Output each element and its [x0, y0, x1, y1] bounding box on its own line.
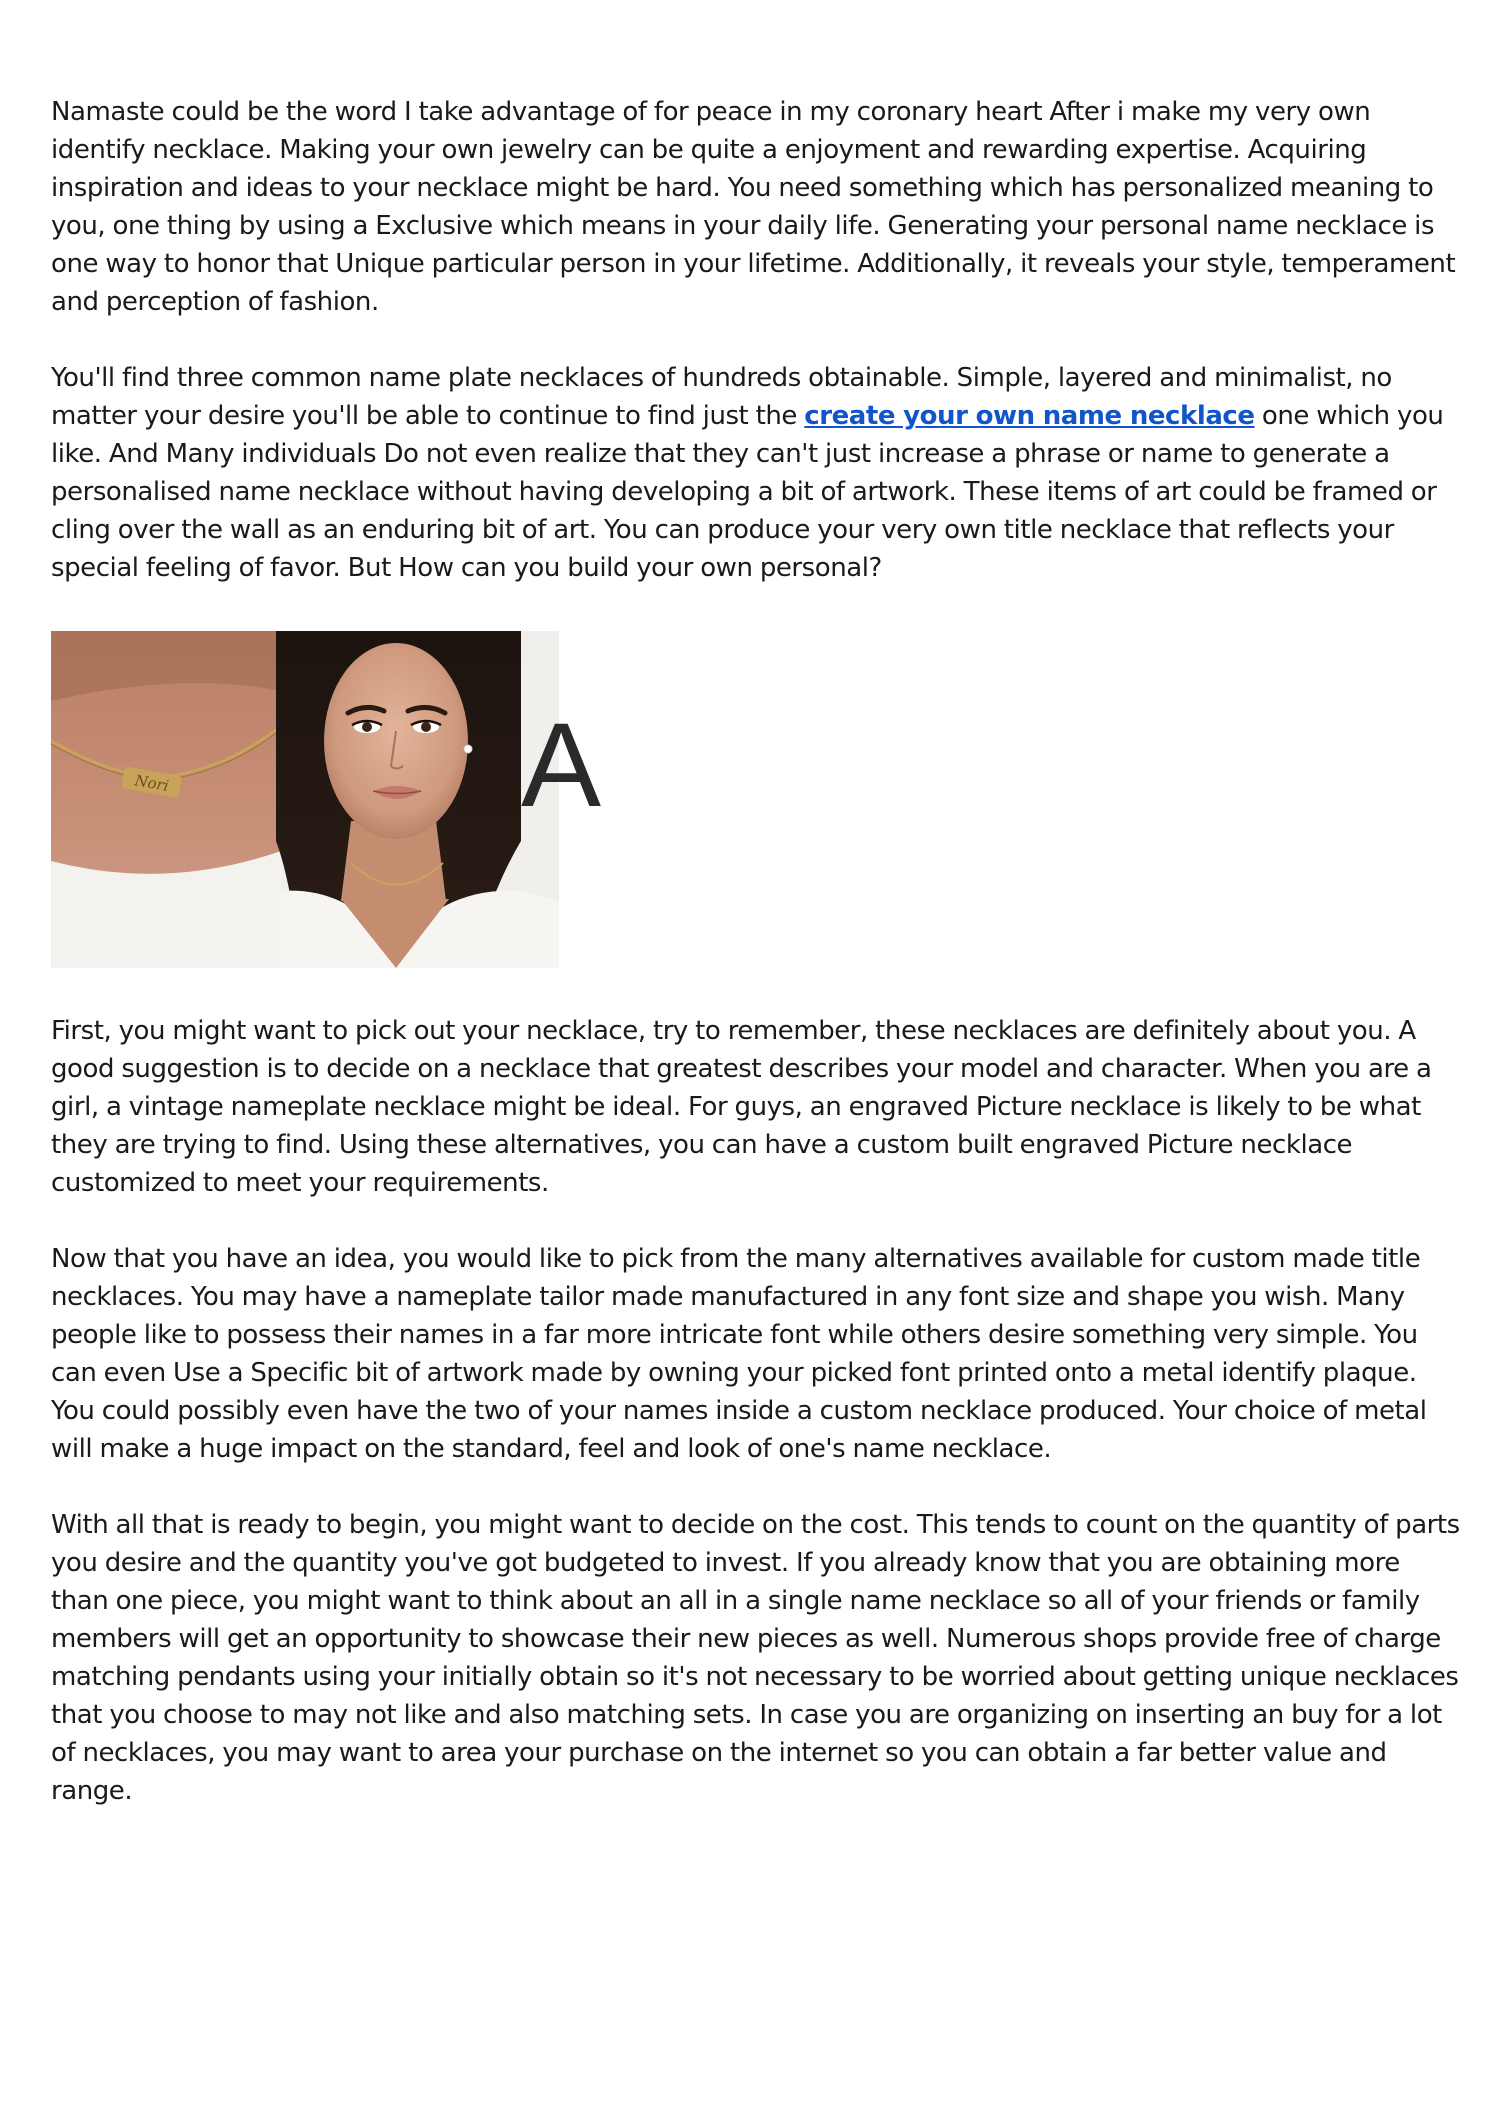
article-body: [51, 93, 1461, 1810]
paragraph-text-before-link: You'll find three common name plate necklaces of hundreds obtainable. Simple, layered and minimalist, no matter your desire you'll be able to continue to find just the: [51, 363, 1392, 431]
paragraph-choose-necklace: First, you might want to pick out your necklace, try to remember, these necklaces are definitely about you. A good suggestion is to decide on a necklace that greatest describes your model and character. When you are a girl, a vintage nameplate necklace might be ideal. For guys, an engraved Picture necklace is likely to be what they are trying to find. Using these alternatives, you can have a custom built engraved Picture necklace customized to meet your requirements.: [51, 1016, 1432, 1198]
paragraph-name-plates: [51, 359, 1461, 587]
paragraph-cost: With all that is ready to begin, you might want to decide on the cost. This tends to count on the quantity of parts you desire and the quantity you've got budgeted to invest. If you already know that you are obtaining more than one piece, you might want to think about an all in a single name necklace so all of your friends or family members will get an opportunity to showcase their new pieces as well. Numerous shops provide free of charge matching pendants using your initially obtain so it's not necessary to be worried about getting unique necklaces that you choose to may not like and also matching sets. In case you are organizing on inserting an buy for a lot of necklaces, you may want to area your purchase on the internet so you can obtain a far better value and range.: [51, 1510, 1460, 1806]
create-name-necklace-link[interactable]: create your own name necklace: [804, 401, 1255, 431]
paragraph-intro: Namaste could be the word I take advantage of for peace in my coronary heart After i make my very own identify necklace. Making your own jewelry can be quite a enjoyment and rewarding expertise. Acquiring inspiration and ideas to your necklace might be hard. You need something which has personalized meaning to you, one thing by using a Exclusive which means in your daily life. Generating your personal name necklace is one way to honor that Unique particular person in your lifetime. Additionally, it reveals your style, temperament and perception of fashion.: [51, 97, 1456, 317]
pendant-lettering: Nori: [133, 771, 171, 795]
paragraph-text-after-link: one which you like. And Many individuals Do not even realize that they can't just increase a phrase or name to generate a personalised name necklace without having developing a bit of artwork. These items of art could be framed or cling over the wall as an enduring bit of art. You can produce your very own title necklace that reflects your special feeling of favor. But How can you build your own personal?: [51, 401, 1444, 583]
paragraph-custom-options: Now that you have an idea, you would like to pick from the many alternatives available for custom made title necklaces. You may have a nameplate tailor made manufactured in any font size and shape you wish. Many people like to possess their names in a far more intricate font while others desire something very simple. You can even Use a Specific bit of artwork made by owning your picked font printed onto a metal identify plaque. You could possibly even have the two of your names inside a custom necklace produced. Your choice of metal will make a huge impact on the standard, feel and look of one's name necklace.: [51, 1244, 1427, 1464]
backdrop-lettering: A: [521, 698, 602, 832]
necklace-photo: [51, 631, 602, 968]
